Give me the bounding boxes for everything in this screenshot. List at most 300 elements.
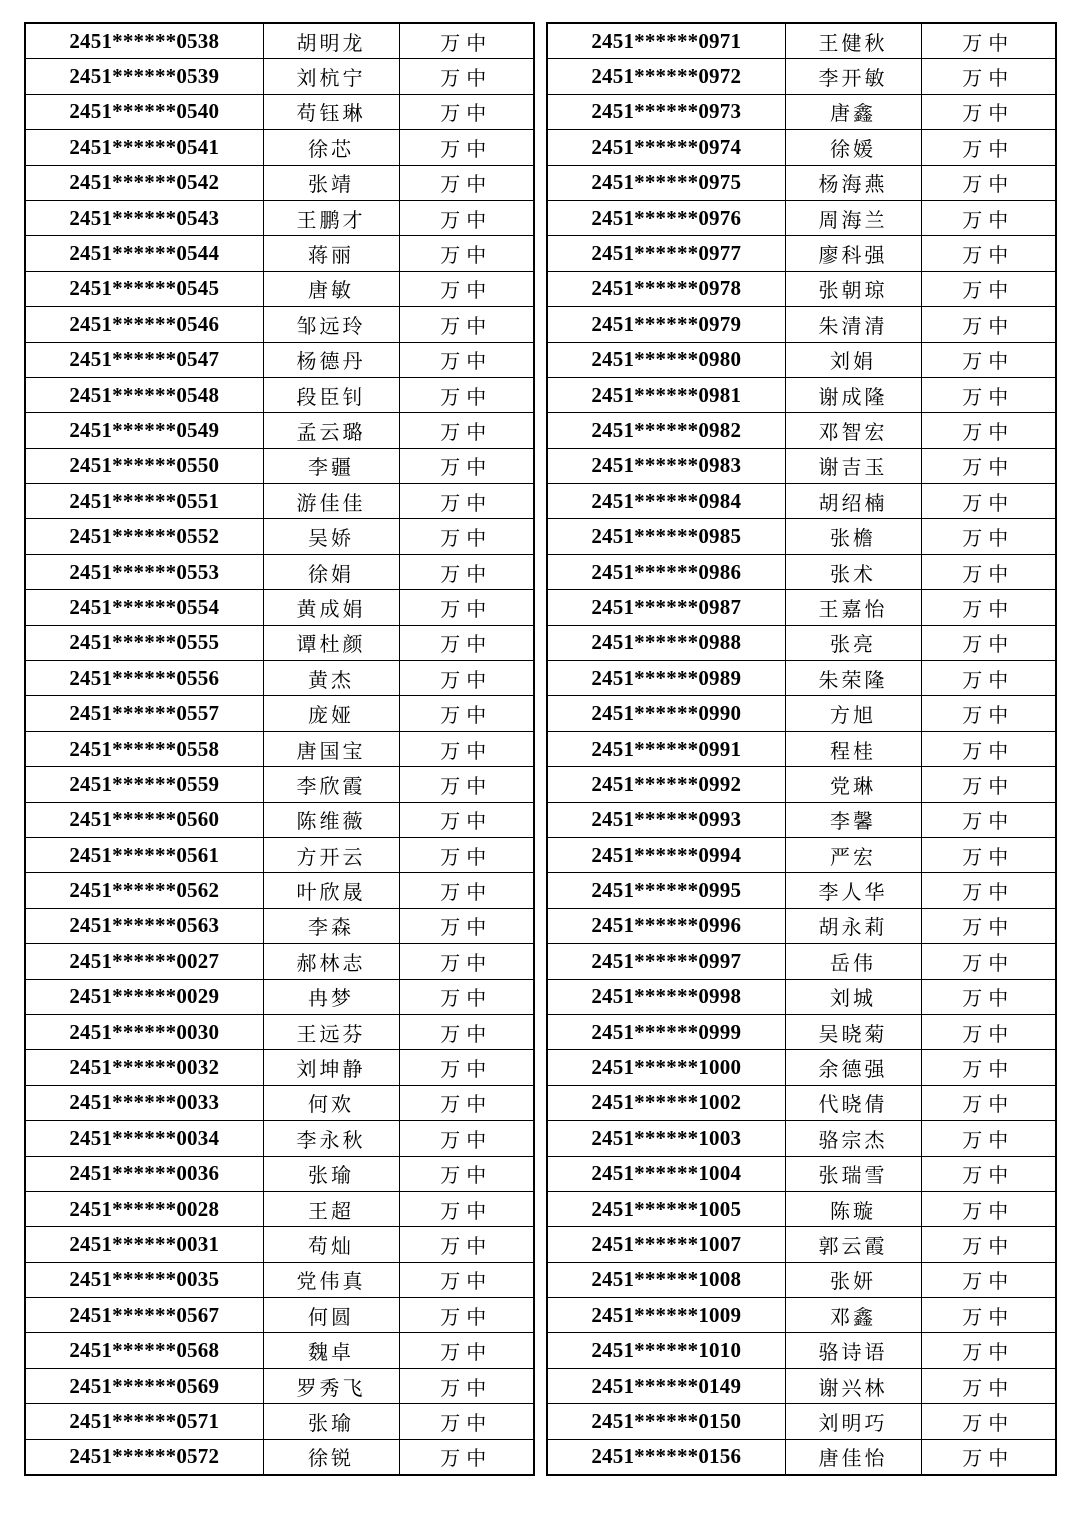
table-row (547, 377, 1056, 412)
table-row (25, 590, 534, 625)
exam-id-cell: 2451******0552 (25, 519, 263, 554)
exam-id-cell: 2451******0976 (547, 200, 785, 235)
school-cell: 万中 (399, 1085, 534, 1120)
school-cell: 万中 (399, 1298, 534, 1333)
table-row (25, 1439, 534, 1475)
student-name-cell: 冉梦 (263, 979, 399, 1014)
student-name-cell: 游佳佳 (263, 484, 399, 519)
school-cell: 万中 (399, 731, 534, 766)
exam-id-cell: 2451******0550 (25, 448, 263, 483)
school-cell: 万中 (399, 307, 534, 342)
exam-id-cell: 2451******0538 (25, 23, 263, 59)
school-cell: 万中 (921, 200, 1056, 235)
student-name-cell: 李开敏 (785, 59, 921, 94)
exam-id-cell: 2451******0989 (547, 661, 785, 696)
exam-id-cell: 2451******0983 (547, 448, 785, 483)
school-cell: 万中 (399, 448, 534, 483)
school-cell: 万中 (399, 802, 534, 837)
table-row (25, 1085, 534, 1120)
exam-id-cell: 2451******1004 (547, 1156, 785, 1191)
student-name-cell: 李永秋 (263, 1121, 399, 1156)
student-name-cell: 周海兰 (785, 200, 921, 235)
school-cell: 万中 (921, 1262, 1056, 1297)
table-row (25, 484, 534, 519)
student-name-cell: 谢吉玉 (785, 448, 921, 483)
school-cell: 万中 (921, 979, 1056, 1014)
exam-id-cell: 2451******0974 (547, 130, 785, 165)
student-name-cell: 刘城 (785, 979, 921, 1014)
exam-id-cell: 2451******0553 (25, 554, 263, 589)
school-cell: 万中 (399, 1014, 534, 1049)
exam-id-cell: 2451******0548 (25, 377, 263, 412)
table-row (25, 802, 534, 837)
table-row (25, 1262, 534, 1297)
table-row (25, 1298, 534, 1333)
school-cell: 万中 (921, 1191, 1056, 1226)
student-name-cell: 吴娇 (263, 519, 399, 554)
student-name-cell: 张瑜 (263, 1156, 399, 1191)
school-cell: 万中 (921, 696, 1056, 731)
table-row (547, 448, 1056, 483)
student-name-cell: 段臣钊 (263, 377, 399, 412)
table-row (25, 873, 534, 908)
student-name-cell: 刘杭宁 (263, 59, 399, 94)
table-row (25, 1014, 534, 1049)
student-name-cell: 邹远玲 (263, 307, 399, 342)
exam-id-cell: 2451******0559 (25, 767, 263, 802)
exam-id-cell: 2451******0540 (25, 94, 263, 129)
school-cell: 万中 (921, 165, 1056, 200)
school-cell: 万中 (921, 802, 1056, 837)
exam-id-cell: 2451******0539 (25, 59, 263, 94)
table-row (547, 554, 1056, 589)
exam-id-cell: 2451******1003 (547, 1121, 785, 1156)
student-name-cell: 王鹏才 (263, 200, 399, 235)
exam-id-cell: 2451******0156 (547, 1439, 785, 1475)
school-cell: 万中 (921, 873, 1056, 908)
school-cell: 万中 (921, 1368, 1056, 1403)
table-row (547, 1333, 1056, 1368)
exam-id-cell: 2451******0973 (547, 94, 785, 129)
school-cell: 万中 (921, 590, 1056, 625)
school-cell: 万中 (399, 554, 534, 589)
table-row (547, 625, 1056, 660)
student-name-cell: 徐芯 (263, 130, 399, 165)
exam-id-cell: 2451******0029 (25, 979, 263, 1014)
exam-id-cell: 2451******0541 (25, 130, 263, 165)
school-cell: 万中 (399, 590, 534, 625)
student-name-cell: 胡明龙 (263, 23, 399, 59)
table-row (547, 802, 1056, 837)
student-name-cell: 余德强 (785, 1050, 921, 1085)
table-row (547, 59, 1056, 94)
table-row (25, 767, 534, 802)
exam-id-cell: 2451******0035 (25, 1262, 263, 1297)
student-name-cell: 岳伟 (785, 944, 921, 979)
table-row (547, 1262, 1056, 1297)
exam-id-cell: 2451******0149 (547, 1368, 785, 1403)
table-row (547, 165, 1056, 200)
school-cell: 万中 (921, 731, 1056, 766)
school-cell: 万中 (399, 59, 534, 94)
exam-id-cell: 2451******1000 (547, 1050, 785, 1085)
student-name-cell: 刘娟 (785, 342, 921, 377)
table-row (547, 1050, 1056, 1085)
exam-id-cell: 2451******0150 (547, 1404, 785, 1439)
exam-id-cell: 2451******0546 (25, 307, 263, 342)
school-cell: 万中 (399, 1050, 534, 1085)
student-name-cell: 苟灿 (263, 1227, 399, 1262)
student-name-cell: 方开云 (263, 837, 399, 872)
table-row (25, 130, 534, 165)
exam-id-cell: 2451******0036 (25, 1156, 263, 1191)
school-cell: 万中 (921, 767, 1056, 802)
table-row (25, 1333, 534, 1368)
exam-id-cell: 2451******0569 (25, 1368, 263, 1403)
school-cell: 万中 (921, 307, 1056, 342)
exam-id-cell: 2451******1010 (547, 1333, 785, 1368)
table-row (25, 661, 534, 696)
exam-id-cell: 2451******1008 (547, 1262, 785, 1297)
student-name-cell: 张朝琼 (785, 271, 921, 306)
table-row (547, 696, 1056, 731)
table-row (25, 1156, 534, 1191)
student-name-cell: 苟钰琳 (263, 94, 399, 129)
school-cell: 万中 (921, 59, 1056, 94)
school-cell: 万中 (399, 625, 534, 660)
table-row (547, 873, 1056, 908)
student-name-cell: 罗秀飞 (263, 1368, 399, 1403)
table-row (547, 590, 1056, 625)
student-name-cell: 孟云璐 (263, 413, 399, 448)
school-cell: 万中 (399, 342, 534, 377)
school-cell: 万中 (921, 1227, 1056, 1262)
school-cell: 万中 (399, 271, 534, 306)
school-cell: 万中 (399, 837, 534, 872)
table-row (547, 1439, 1056, 1475)
exam-id-cell: 2451******0030 (25, 1014, 263, 1049)
exam-id-cell: 2451******0562 (25, 873, 263, 908)
left-roster-table (24, 22, 535, 1476)
exam-id-cell: 2451******0555 (25, 625, 263, 660)
student-name-cell: 程桂 (785, 731, 921, 766)
table-row (25, 837, 534, 872)
student-name-cell: 唐佳怡 (785, 1439, 921, 1475)
table-row (547, 130, 1056, 165)
exam-id-cell: 2451******1005 (547, 1191, 785, 1226)
exam-id-cell: 2451******0992 (547, 767, 785, 802)
student-name-cell: 庞娅 (263, 696, 399, 731)
student-name-cell: 王健秋 (785, 23, 921, 59)
student-name-cell: 骆宗杰 (785, 1121, 921, 1156)
school-cell: 万中 (921, 554, 1056, 589)
table-row (547, 1156, 1056, 1191)
student-name-cell: 胡绍楠 (785, 484, 921, 519)
student-name-cell: 谢兴林 (785, 1368, 921, 1403)
table-row (547, 1014, 1056, 1049)
student-name-cell: 谭杜颜 (263, 625, 399, 660)
student-name-cell: 张瑜 (263, 1404, 399, 1439)
school-cell: 万中 (921, 1298, 1056, 1333)
school-cell: 万中 (921, 1014, 1056, 1049)
exam-id-cell: 2451******0971 (547, 23, 785, 59)
table-row (25, 23, 534, 59)
table-row (547, 979, 1056, 1014)
table-row (547, 342, 1056, 377)
student-name-cell: 王超 (263, 1191, 399, 1226)
school-cell: 万中 (921, 236, 1056, 271)
school-cell: 万中 (921, 625, 1056, 660)
student-name-cell: 郭云霞 (785, 1227, 921, 1262)
student-name-cell: 严宏 (785, 837, 921, 872)
table-row (25, 94, 534, 129)
student-name-cell: 张檐 (785, 519, 921, 554)
table-row (547, 271, 1056, 306)
exam-id-cell: 2451******0988 (547, 625, 785, 660)
student-name-cell: 吴晓菊 (785, 1014, 921, 1049)
table-row (25, 944, 534, 979)
table-row (25, 200, 534, 235)
exam-id-cell: 2451******0980 (547, 342, 785, 377)
table-row (547, 1298, 1056, 1333)
exam-id-cell: 2451******0554 (25, 590, 263, 625)
table-row (547, 767, 1056, 802)
school-cell: 万中 (921, 1121, 1056, 1156)
student-name-cell: 王嘉怡 (785, 590, 921, 625)
exam-id-cell: 2451******1002 (547, 1085, 785, 1120)
school-cell: 万中 (921, 377, 1056, 412)
school-cell: 万中 (399, 236, 534, 271)
student-name-cell: 张瑞雪 (785, 1156, 921, 1191)
exam-id-cell: 2451******0986 (547, 554, 785, 589)
student-name-cell: 党伟真 (263, 1262, 399, 1297)
school-cell: 万中 (921, 944, 1056, 979)
table-row (25, 271, 534, 306)
table-row (25, 377, 534, 412)
exam-id-cell: 2451******0978 (547, 271, 785, 306)
school-cell: 万中 (921, 519, 1056, 554)
exam-id-cell: 2451******0549 (25, 413, 263, 448)
exam-id-cell: 2451******0545 (25, 271, 263, 306)
exam-id-cell: 2451******0568 (25, 1333, 263, 1368)
school-cell: 万中 (399, 979, 534, 1014)
school-cell: 万中 (921, 1404, 1056, 1439)
student-name-cell: 李森 (263, 908, 399, 943)
table-row (547, 200, 1056, 235)
student-name-cell: 徐媛 (785, 130, 921, 165)
table-row (25, 59, 534, 94)
exam-id-cell: 2451******0561 (25, 837, 263, 872)
exam-id-cell: 2451******0995 (547, 873, 785, 908)
table-row (25, 236, 534, 271)
exam-id-cell: 2451******1007 (547, 1227, 785, 1262)
right-roster-body (547, 23, 1056, 1475)
exam-id-cell: 2451******0033 (25, 1085, 263, 1120)
student-name-cell: 刘明巧 (785, 1404, 921, 1439)
school-cell: 万中 (921, 23, 1056, 59)
school-cell: 万中 (921, 484, 1056, 519)
student-name-cell: 王远芬 (263, 1014, 399, 1049)
school-cell: 万中 (921, 1439, 1056, 1475)
table-row (25, 731, 534, 766)
exam-id-cell: 2451******0982 (547, 413, 785, 448)
table-row (25, 342, 534, 377)
exam-id-cell: 2451******0991 (547, 731, 785, 766)
school-cell: 万中 (921, 342, 1056, 377)
exam-id-cell: 2451******0997 (547, 944, 785, 979)
table-row (25, 1191, 534, 1226)
student-name-cell: 李人华 (785, 873, 921, 908)
table-row (25, 1368, 534, 1403)
table-row (25, 519, 534, 554)
school-cell: 万中 (399, 1262, 534, 1297)
student-name-cell: 邓智宏 (785, 413, 921, 448)
school-cell: 万中 (921, 908, 1056, 943)
table-row (547, 307, 1056, 342)
table-row (25, 1404, 534, 1439)
table-row (25, 1050, 534, 1085)
student-name-cell: 唐鑫 (785, 94, 921, 129)
student-name-cell: 徐锐 (263, 1439, 399, 1475)
school-cell: 万中 (921, 94, 1056, 129)
exam-id-cell: 2451******0993 (547, 802, 785, 837)
table-row (25, 979, 534, 1014)
table-row (547, 484, 1056, 519)
school-cell: 万中 (921, 1333, 1056, 1368)
student-name-cell: 张靖 (263, 165, 399, 200)
table-row (547, 944, 1056, 979)
student-name-cell: 党琳 (785, 767, 921, 802)
school-cell: 万中 (921, 448, 1056, 483)
student-name-cell: 何欢 (263, 1085, 399, 1120)
table-row (25, 307, 534, 342)
exam-id-cell: 2451******0572 (25, 1439, 263, 1475)
student-name-cell: 方旭 (785, 696, 921, 731)
student-name-cell: 陈璇 (785, 1191, 921, 1226)
school-cell: 万中 (399, 1227, 534, 1262)
exam-id-cell: 2451******0571 (25, 1404, 263, 1439)
exam-id-cell: 2451******0543 (25, 200, 263, 235)
student-name-cell: 邓鑫 (785, 1298, 921, 1333)
table-row (547, 1121, 1056, 1156)
student-name-cell: 黄杰 (263, 661, 399, 696)
exam-id-cell: 2451******1009 (547, 1298, 785, 1333)
table-row (547, 94, 1056, 129)
school-cell: 万中 (399, 1156, 534, 1191)
school-cell: 万中 (399, 23, 534, 59)
school-cell: 万中 (399, 908, 534, 943)
student-name-cell: 徐娟 (263, 554, 399, 589)
school-cell: 万中 (399, 94, 534, 129)
school-cell: 万中 (399, 873, 534, 908)
table-row (547, 908, 1056, 943)
student-name-cell: 叶欣晟 (263, 873, 399, 908)
school-cell: 万中 (921, 1085, 1056, 1120)
table-row (25, 908, 534, 943)
student-name-cell: 郝林志 (263, 944, 399, 979)
school-cell: 万中 (921, 1050, 1056, 1085)
table-row (547, 1404, 1056, 1439)
school-cell: 万中 (399, 165, 534, 200)
table-row (547, 661, 1056, 696)
table-row (547, 236, 1056, 271)
exam-id-cell: 2451******0972 (547, 59, 785, 94)
exam-id-cell: 2451******0977 (547, 236, 785, 271)
table-row (25, 554, 534, 589)
student-name-cell: 代晓倩 (785, 1085, 921, 1120)
school-cell: 万中 (399, 944, 534, 979)
exam-id-cell: 2451******0975 (547, 165, 785, 200)
student-name-cell: 唐敏 (263, 271, 399, 306)
student-name-cell: 张妍 (785, 1262, 921, 1297)
table-row (25, 625, 534, 660)
student-name-cell: 朱荣隆 (785, 661, 921, 696)
exam-id-cell: 2451******0542 (25, 165, 263, 200)
table-row (25, 413, 534, 448)
student-name-cell: 刘坤静 (263, 1050, 399, 1085)
school-cell: 万中 (399, 130, 534, 165)
exam-id-cell: 2451******0990 (547, 696, 785, 731)
right-roster-table (546, 22, 1057, 1476)
exam-id-cell: 2451******0027 (25, 944, 263, 979)
student-name-cell: 蒋丽 (263, 236, 399, 271)
school-cell: 万中 (399, 1404, 534, 1439)
exam-id-cell: 2451******0547 (25, 342, 263, 377)
school-cell: 万中 (921, 837, 1056, 872)
exam-id-cell: 2451******0031 (25, 1227, 263, 1262)
table-row (547, 1368, 1056, 1403)
school-cell: 万中 (921, 1156, 1056, 1191)
exam-id-cell: 2451******0557 (25, 696, 263, 731)
exam-id-cell: 2451******0544 (25, 236, 263, 271)
school-cell: 万中 (399, 1191, 534, 1226)
student-name-cell: 魏卓 (263, 1333, 399, 1368)
school-cell: 万中 (399, 661, 534, 696)
student-name-cell: 杨海燕 (785, 165, 921, 200)
exam-id-cell: 2451******0994 (547, 837, 785, 872)
table-row (547, 1085, 1056, 1120)
student-name-cell: 李疆 (263, 448, 399, 483)
student-name-cell: 李馨 (785, 802, 921, 837)
school-cell: 万中 (399, 1439, 534, 1475)
school-cell: 万中 (921, 413, 1056, 448)
student-name-cell: 张亮 (785, 625, 921, 660)
student-name-cell: 何圆 (263, 1298, 399, 1333)
student-name-cell: 谢成隆 (785, 377, 921, 412)
school-cell: 万中 (399, 1121, 534, 1156)
school-cell: 万中 (399, 377, 534, 412)
school-cell: 万中 (399, 1333, 534, 1368)
table-row (25, 1227, 534, 1262)
student-name-cell: 唐国宝 (263, 731, 399, 766)
school-cell: 万中 (399, 519, 534, 554)
left-roster-body (25, 23, 534, 1475)
student-name-cell: 李欣霞 (263, 767, 399, 802)
student-name-cell: 张术 (785, 554, 921, 589)
school-cell: 万中 (399, 696, 534, 731)
table-row (25, 165, 534, 200)
exam-id-cell: 2451******0034 (25, 1121, 263, 1156)
table-row (547, 413, 1056, 448)
exam-id-cell: 2451******0567 (25, 1298, 263, 1333)
table-row (25, 696, 534, 731)
student-name-cell: 杨德丹 (263, 342, 399, 377)
student-name-cell: 黄成娟 (263, 590, 399, 625)
table-row (547, 837, 1056, 872)
exam-id-cell: 2451******0558 (25, 731, 263, 766)
exam-id-cell: 2451******0563 (25, 908, 263, 943)
student-name-cell: 陈维薇 (263, 802, 399, 837)
